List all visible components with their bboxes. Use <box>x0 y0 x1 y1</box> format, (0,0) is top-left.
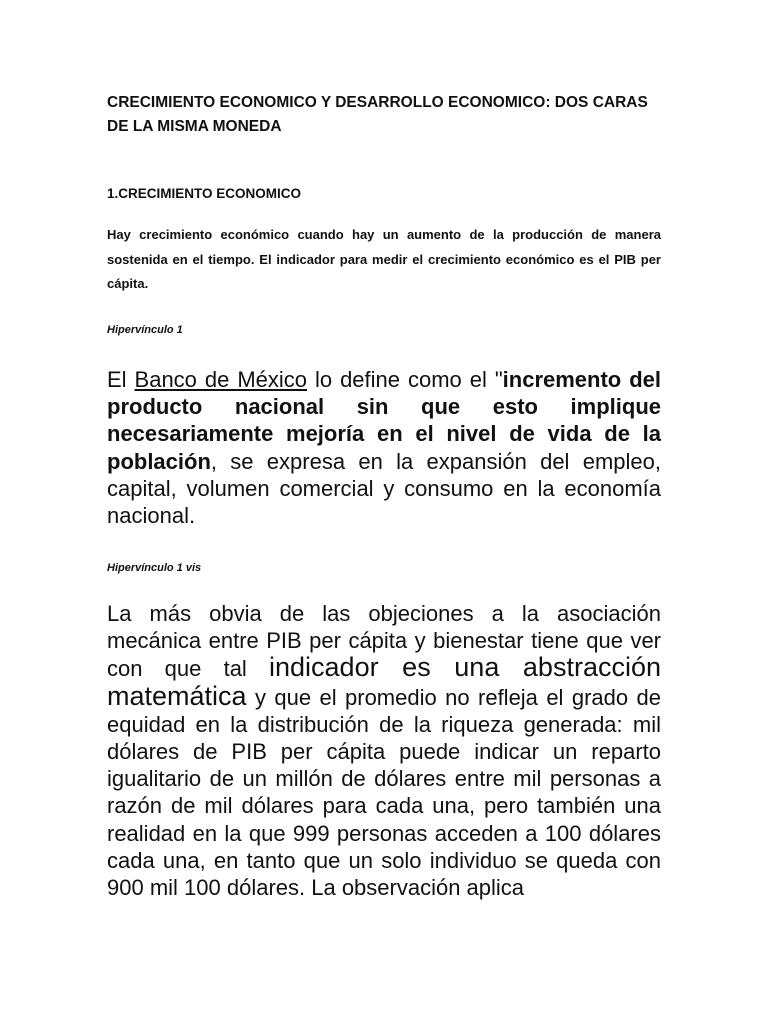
definition-prefix: El <box>107 367 135 392</box>
objection-part-1: La más obvia de las objeciones a la asociación mecánica entre PIB per cápita y bienestar tiene que ver con que tal <box>107 601 661 682</box>
definition-middle: lo define como el " <box>307 367 503 392</box>
definition-paragraph <box>107 366 661 529</box>
objection-emphasis: indicador es una abstracción matemática <box>107 652 661 711</box>
section-heading: 1.CRECIMIENTO ECONOMICO <box>107 186 302 201</box>
definition-quote: incremento del producto nacional sin que esto implique necesariamente mejoría en el nivel de vida de la población <box>107 367 661 474</box>
document-title: CRECIMIENTO ECONOMICO Y DESARROLLO ECONOMICO: DOS CARAS DE LA MISMA MONEDA <box>107 94 648 135</box>
intro-paragraph: Hay crecimiento económico cuando hay un aumento de la producción de manera sostenida en el tiempo. El indicador para medir el crecimiento económico es el PIB per cápita. <box>107 227 661 291</box>
hyperlink-1-visited-label: Hipervínculo 1 vis <box>107 562 202 574</box>
definition-suffix: , se expresa en la expansión del empleo, capital, volumen comercial y consumo en la economía nacional. <box>107 448 661 529</box>
objection-part-2: y que el promedio no refleja el grado de equidad en la distribución de la riqueza generada: mil dólares de PIB per cápita puede indicar un reparto igualitario de un millón de dólares entre mil personas a razón de mil dólares para cada una, pero también una realidad en la que 999 personas acceden a 100 dólares cada una, en tanto que un solo individuo se queda con 900 mil 100 dólares. La observación aplica <box>107 684 661 901</box>
objection-paragraph <box>107 600 661 901</box>
banco-de-mexico-link[interactable]: Banco de México <box>134 367 308 392</box>
hyperlink-1-label: Hipervínculo 1 <box>107 324 183 336</box>
